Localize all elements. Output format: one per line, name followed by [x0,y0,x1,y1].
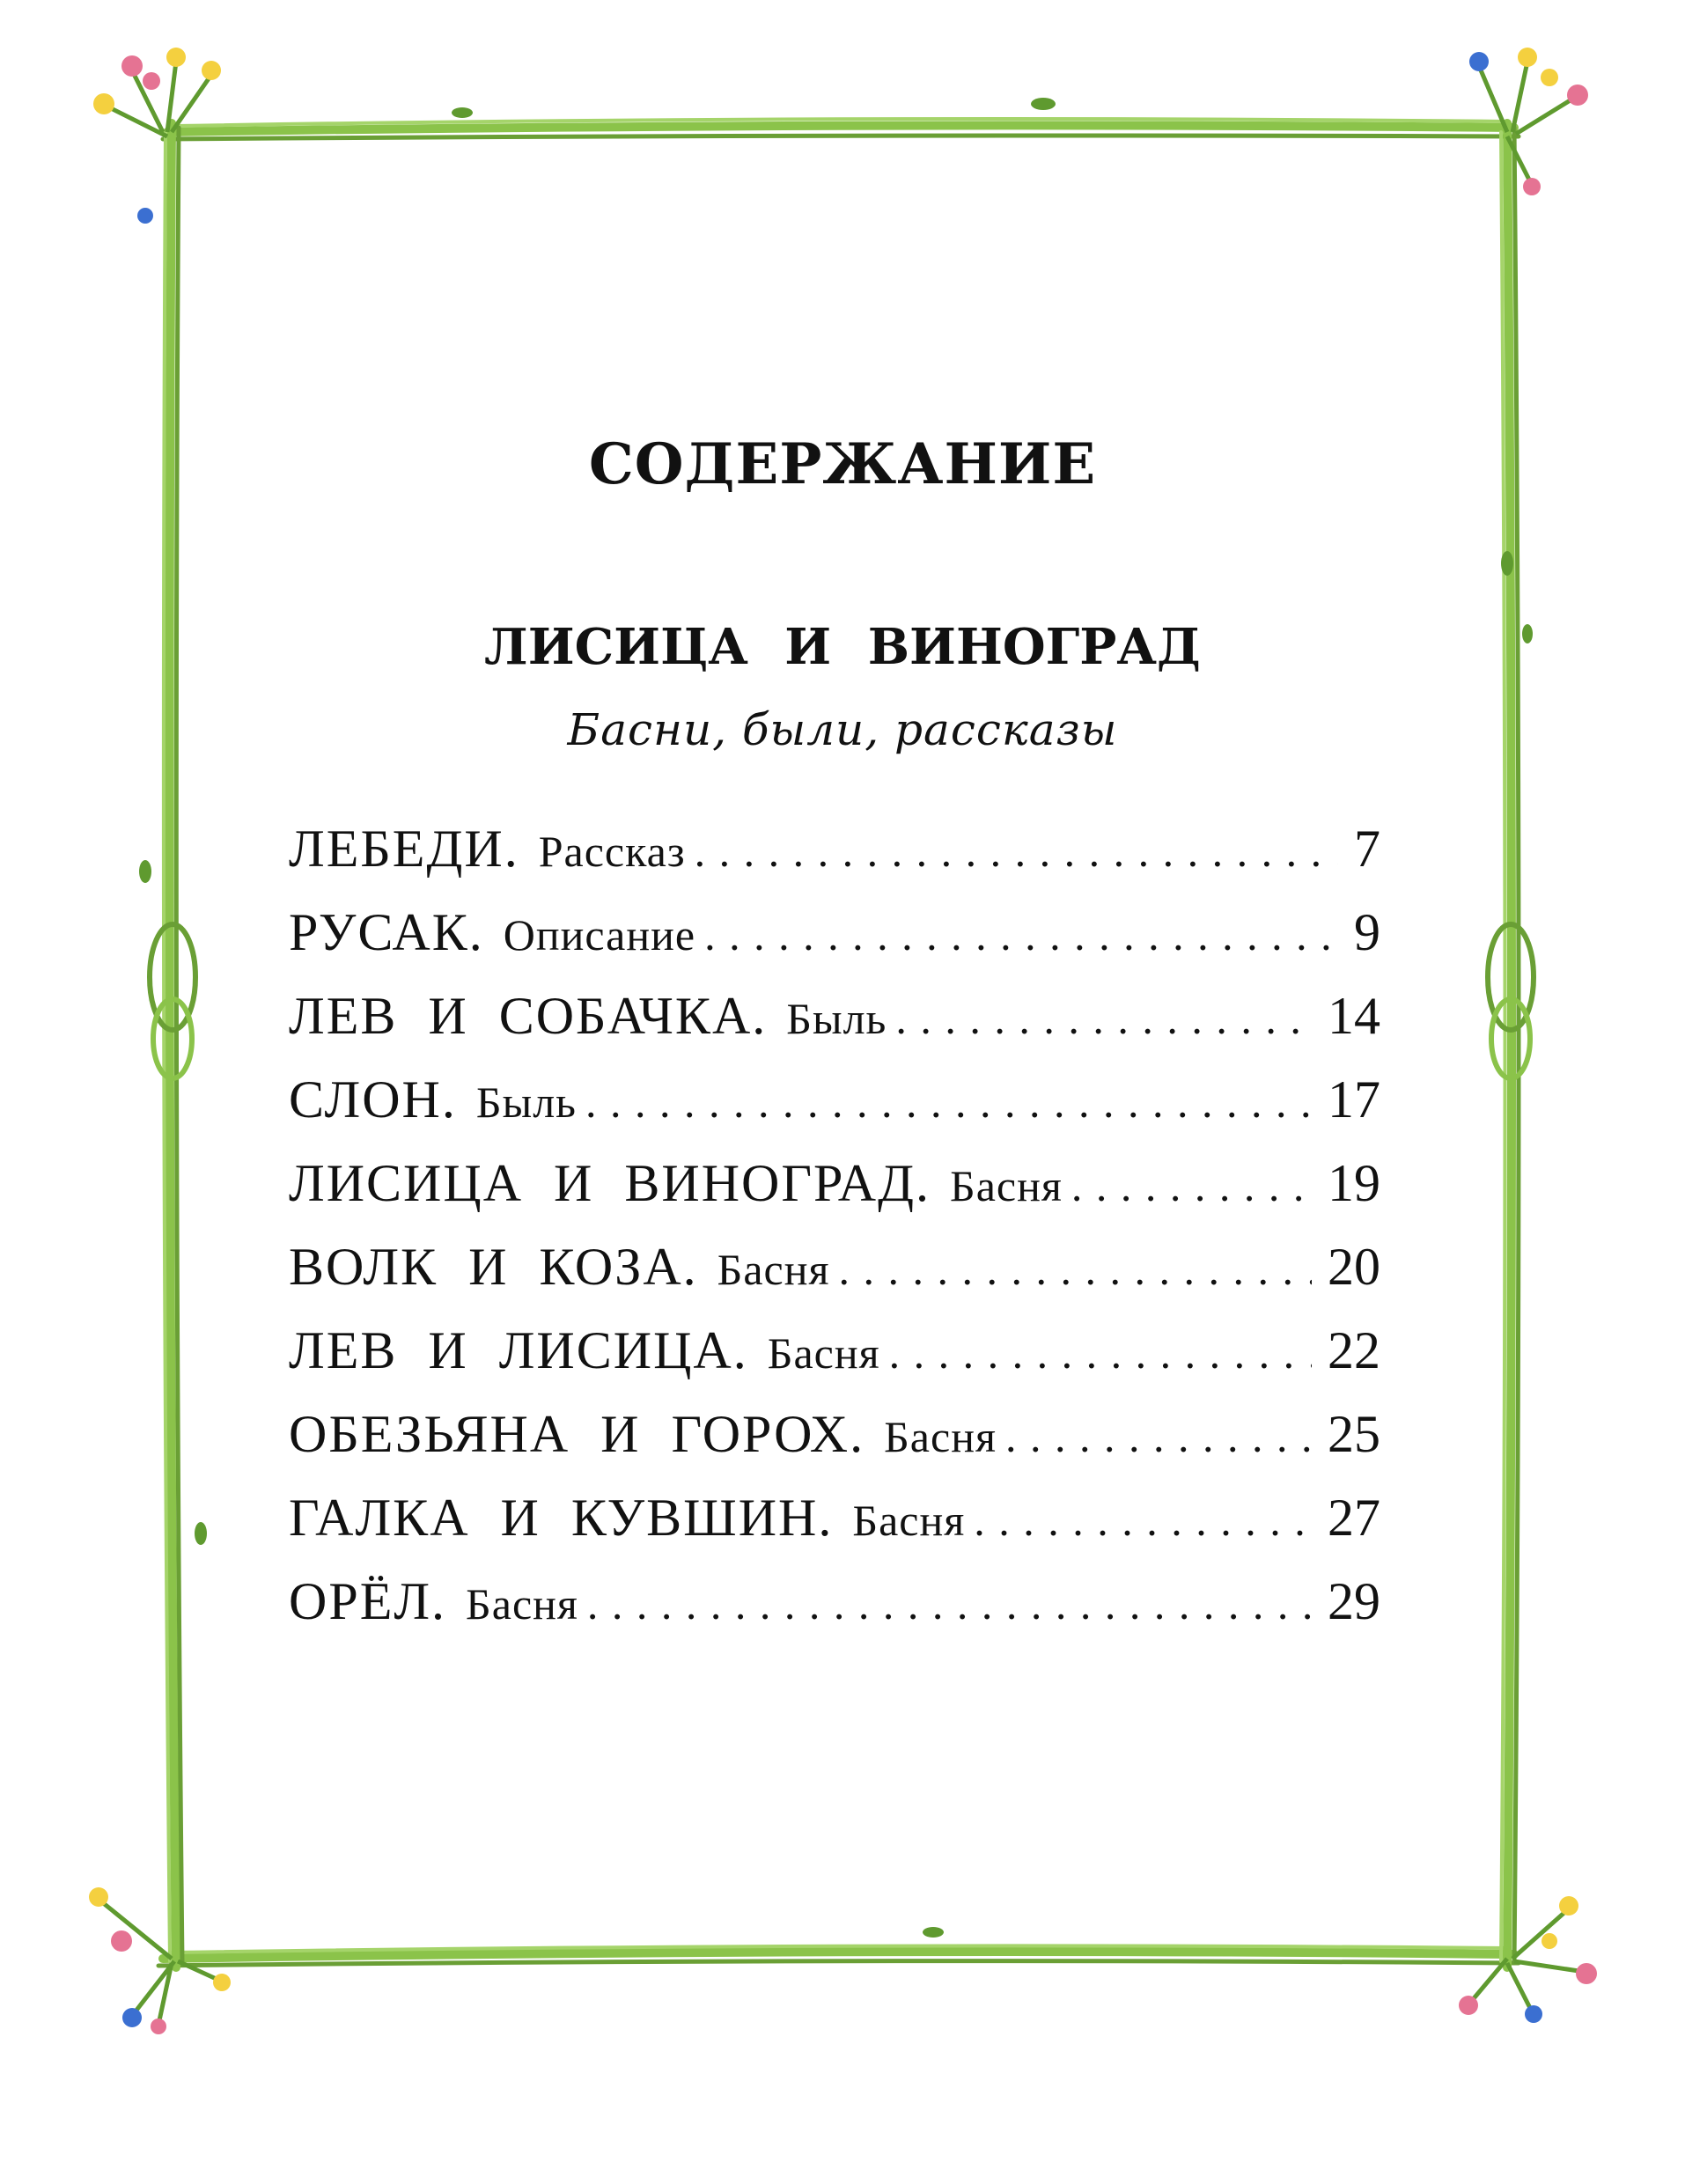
toc-entry-page: 19 [1328,1154,1380,1212]
toc-entry-genre: Басня [884,1412,997,1461]
toc-entry-genre: Рассказ [538,827,686,876]
toc-entry[interactable] [289,1320,1380,1404]
toc-dot-leader [997,1411,1312,1462]
toc-entry-genre: Быль [786,994,887,1043]
toc-entry-page: 7 [1354,820,1380,878]
toc-entry-title: ГАЛКА И КУВШИН. [289,1489,834,1547]
toc-dot-leader [577,1077,1312,1128]
toc-entry-genre: Быль [475,1077,577,1127]
toc-entry-title: ЛЕБЕДИ. [289,820,519,878]
toc-dot-leader [695,909,1338,960]
toc-entry-page: 27 [1328,1489,1380,1547]
toc-entry[interactable] [289,1404,1380,1488]
toc-dot-leader [830,1244,1312,1295]
toc-dot-leader [578,1578,1312,1629]
frame-bottom-edge [158,1945,1519,1966]
toc-dot-leader [1063,1160,1312,1211]
frame-right-edge [1501,123,1519,1967]
toc-dot-leader [887,993,1312,1044]
toc-entry-page: 20 [1328,1238,1380,1296]
toc-entry[interactable] [289,819,1380,902]
toc-entry-genre: Басня [950,1161,1063,1210]
toc-entry-title: ВОЛК И КОЗА. [289,1238,698,1296]
toc-entry-title: ОБЕЗЬЯНА И ГОРОХ. [289,1405,865,1463]
toc-entry-genre: Басня [767,1328,880,1378]
toc-dot-leader [686,826,1338,877]
toc-entry[interactable] [289,1153,1380,1237]
toc-dot-leader [965,1495,1312,1546]
toc-entry[interactable] [289,986,1380,1070]
toc-entry-page: 25 [1328,1405,1380,1463]
toc-entry-title: ЛИСИЦА И ВИНОГРАД. [289,1154,931,1212]
toc-entry-genre: Описание [503,910,696,960]
toc-entry-page: 9 [1354,903,1380,961]
toc-entry-title: РУСАК. [289,903,484,961]
toc-entry[interactable] [289,1488,1380,1571]
flower-bouquet-bottom-right [1459,1896,1597,2023]
toc-entry[interactable] [289,1237,1380,1320]
section-subtitle: Басни, были, рассказы [567,704,1118,755]
toc-dot-leader [880,1327,1312,1379]
section-title: ЛИСИЦА И ВИНОГРАД [484,618,1201,676]
toc-entry-title: ЛЕВ И ЛИСИЦА. [289,1321,748,1379]
table-of-contents [289,819,1380,1655]
page-title: СОДЕРЖАНИЕ [588,431,1097,497]
toc-entry-genre: Басня [852,1496,966,1545]
frame-left-edge [164,123,182,1967]
toc-entry[interactable] [289,902,1380,986]
toc-entry-genre: Басня [717,1245,830,1294]
toc-entry-page: 14 [1328,987,1380,1045]
toc-entry-genre: Басня [466,1579,578,1629]
toc-entry-page: 17 [1328,1070,1380,1129]
toc-entry-title: СЛОН. [289,1070,457,1129]
toc-entry-title: ЛЕВ И СОБАЧКА. [289,987,768,1045]
toc-entry-title: ОРЁЛ. [289,1572,447,1630]
toc-entry-page: 22 [1328,1321,1380,1379]
toc-entry[interactable] [289,1571,1380,1655]
toc-entry[interactable] [289,1070,1380,1153]
frame-top-edge [163,119,1519,139]
toc-entry-page: 29 [1328,1572,1380,1630]
